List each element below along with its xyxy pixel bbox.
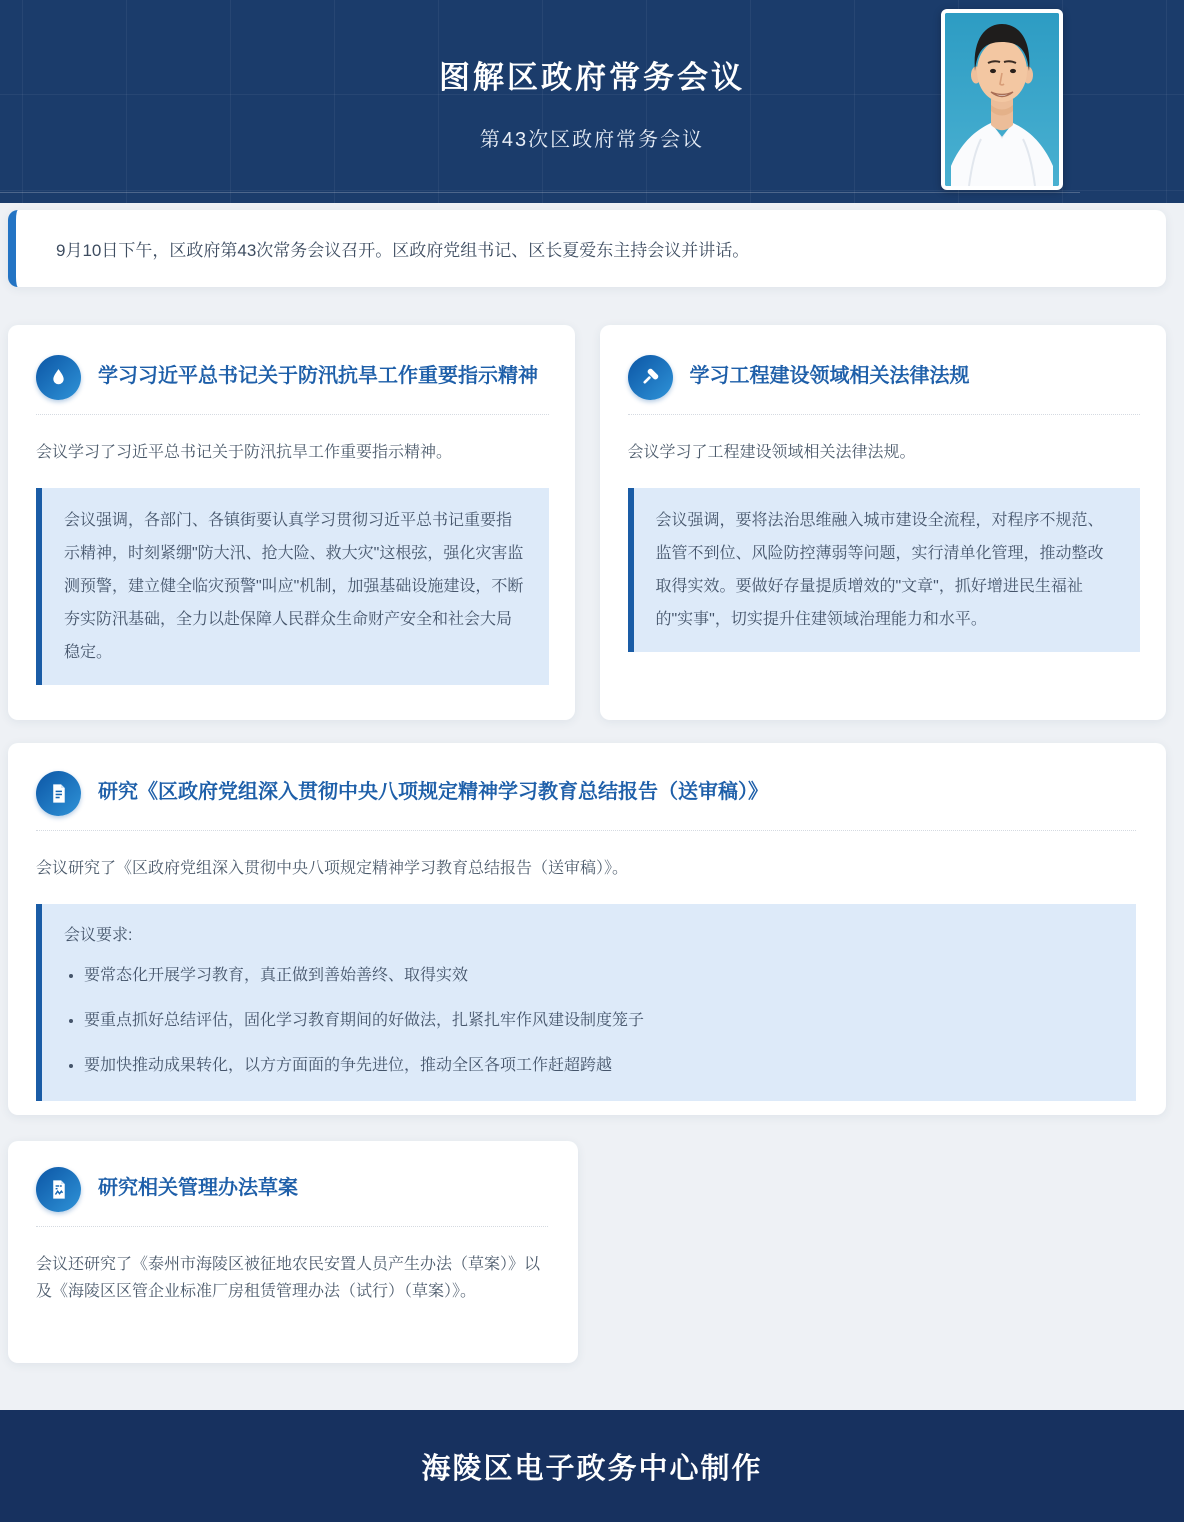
highlight-text: 会议强调，要将法治思维融入城市建设全流程，对程序不规范、监管不到位、风险防控薄弱等问题，实行清单化管理，推动整改取得实效。要做好存量提质增效的"文章"，抓好增进民生福祉的"实事"，切实提升住建领域治理能力和水平。 xyxy=(655,512,1104,628)
card-header xyxy=(36,771,1136,816)
requirements-list xyxy=(64,964,1114,1077)
card-title: 学习习近平总书记关于防汛抗旱工作重要指示精神 xyxy=(98,365,538,387)
intro-text: 9月10日下午，区政府第43次常务会议召开。区政府党组书记、区长夏爱东主持会议并讲话。 xyxy=(56,241,750,260)
card-title: 学习工程建设领域相关法律法规 xyxy=(689,365,970,387)
highlight-box xyxy=(36,488,549,685)
card-eight-provisions-report xyxy=(8,743,1166,1115)
dotted-divider xyxy=(36,1226,548,1227)
list-item xyxy=(84,1054,1114,1077)
list-item-text: 要重点抓好总结评估，固化学习教育期间的好做法，扎紧扎牢作风建设制度笼子 xyxy=(84,1012,645,1029)
card-header xyxy=(36,355,549,400)
card-paragraph: 会议还研究了《泰州市海陵区被征地农民安置人员产生办法（草案）》以及《海陵区区管企业标准厂房租赁管理办法（试行）（草案）》。 xyxy=(36,1256,541,1300)
list-item-text: 要常态化开展学习教育，真正做到善始善终、取得实效 xyxy=(84,967,469,984)
card-draft-measures xyxy=(8,1141,578,1363)
highlight-text: 会议强调，各部门、各镇街要认真学习贯彻习近平总书记重要指示精神，时刻紧绷"防大汛、抢大险、救大灾"这根弦，强化灾害监测预警，建立健全临灾预警"叫应"机制，加强基础设施建设，不断夯实防汛基础，全力以赴保障人民群众生命财产安全和社会大局稳定。 xyxy=(64,512,524,661)
footer-text: 海陵区电子政务中心制作 xyxy=(421,1452,763,1485)
card-paragraph: 会议学习了习近平总书记关于防汛抗旱工作重要指示精神。 xyxy=(36,444,453,461)
cards-row xyxy=(8,325,1166,720)
footer xyxy=(0,1410,1184,1522)
water-drop-icon xyxy=(36,355,81,400)
intro-card xyxy=(8,210,1166,287)
list-item xyxy=(84,1009,1114,1032)
card-paragraph: 会议学习了工程建设领域相关法律法规。 xyxy=(627,444,916,461)
list-item xyxy=(84,964,1114,987)
list-item-text: 要加快推动成果转化，以方方面面的争先进位，推动全区各项工作赶超跨越 xyxy=(84,1057,613,1074)
document-icon xyxy=(36,771,81,816)
card-title: 研究相关管理办法草案 xyxy=(98,1177,298,1199)
highlight-label: 会议要求: xyxy=(64,927,133,944)
dotted-divider xyxy=(36,414,549,415)
card-header xyxy=(36,1167,548,1212)
page-title: 图解区政府常务会议 xyxy=(439,60,745,95)
card-header xyxy=(628,355,1141,400)
header-banner xyxy=(0,0,1184,203)
dotted-divider xyxy=(628,414,1141,415)
header-divider xyxy=(0,192,1080,193)
card-paragraph: 会议研究了《区政府党组深入贯彻中央八项规定精神学习教育总结报告（送审稿）》。 xyxy=(36,860,629,877)
card-construction-law xyxy=(600,325,1167,720)
page-subtitle: 第43次区政府常务会议 xyxy=(479,129,705,151)
highlight-box xyxy=(628,488,1141,652)
card-title: 研究《区政府党组深入贯彻中央八项规定精神学习教育总结报告（送审稿）》 xyxy=(98,781,768,803)
gavel-icon xyxy=(628,355,673,400)
dotted-divider xyxy=(36,830,1136,831)
official-portrait xyxy=(941,9,1063,190)
highlight-box xyxy=(36,904,1136,1101)
card-flood-directive xyxy=(8,325,575,720)
portrait-illustration xyxy=(945,13,1059,186)
document-signature-icon xyxy=(36,1167,81,1212)
